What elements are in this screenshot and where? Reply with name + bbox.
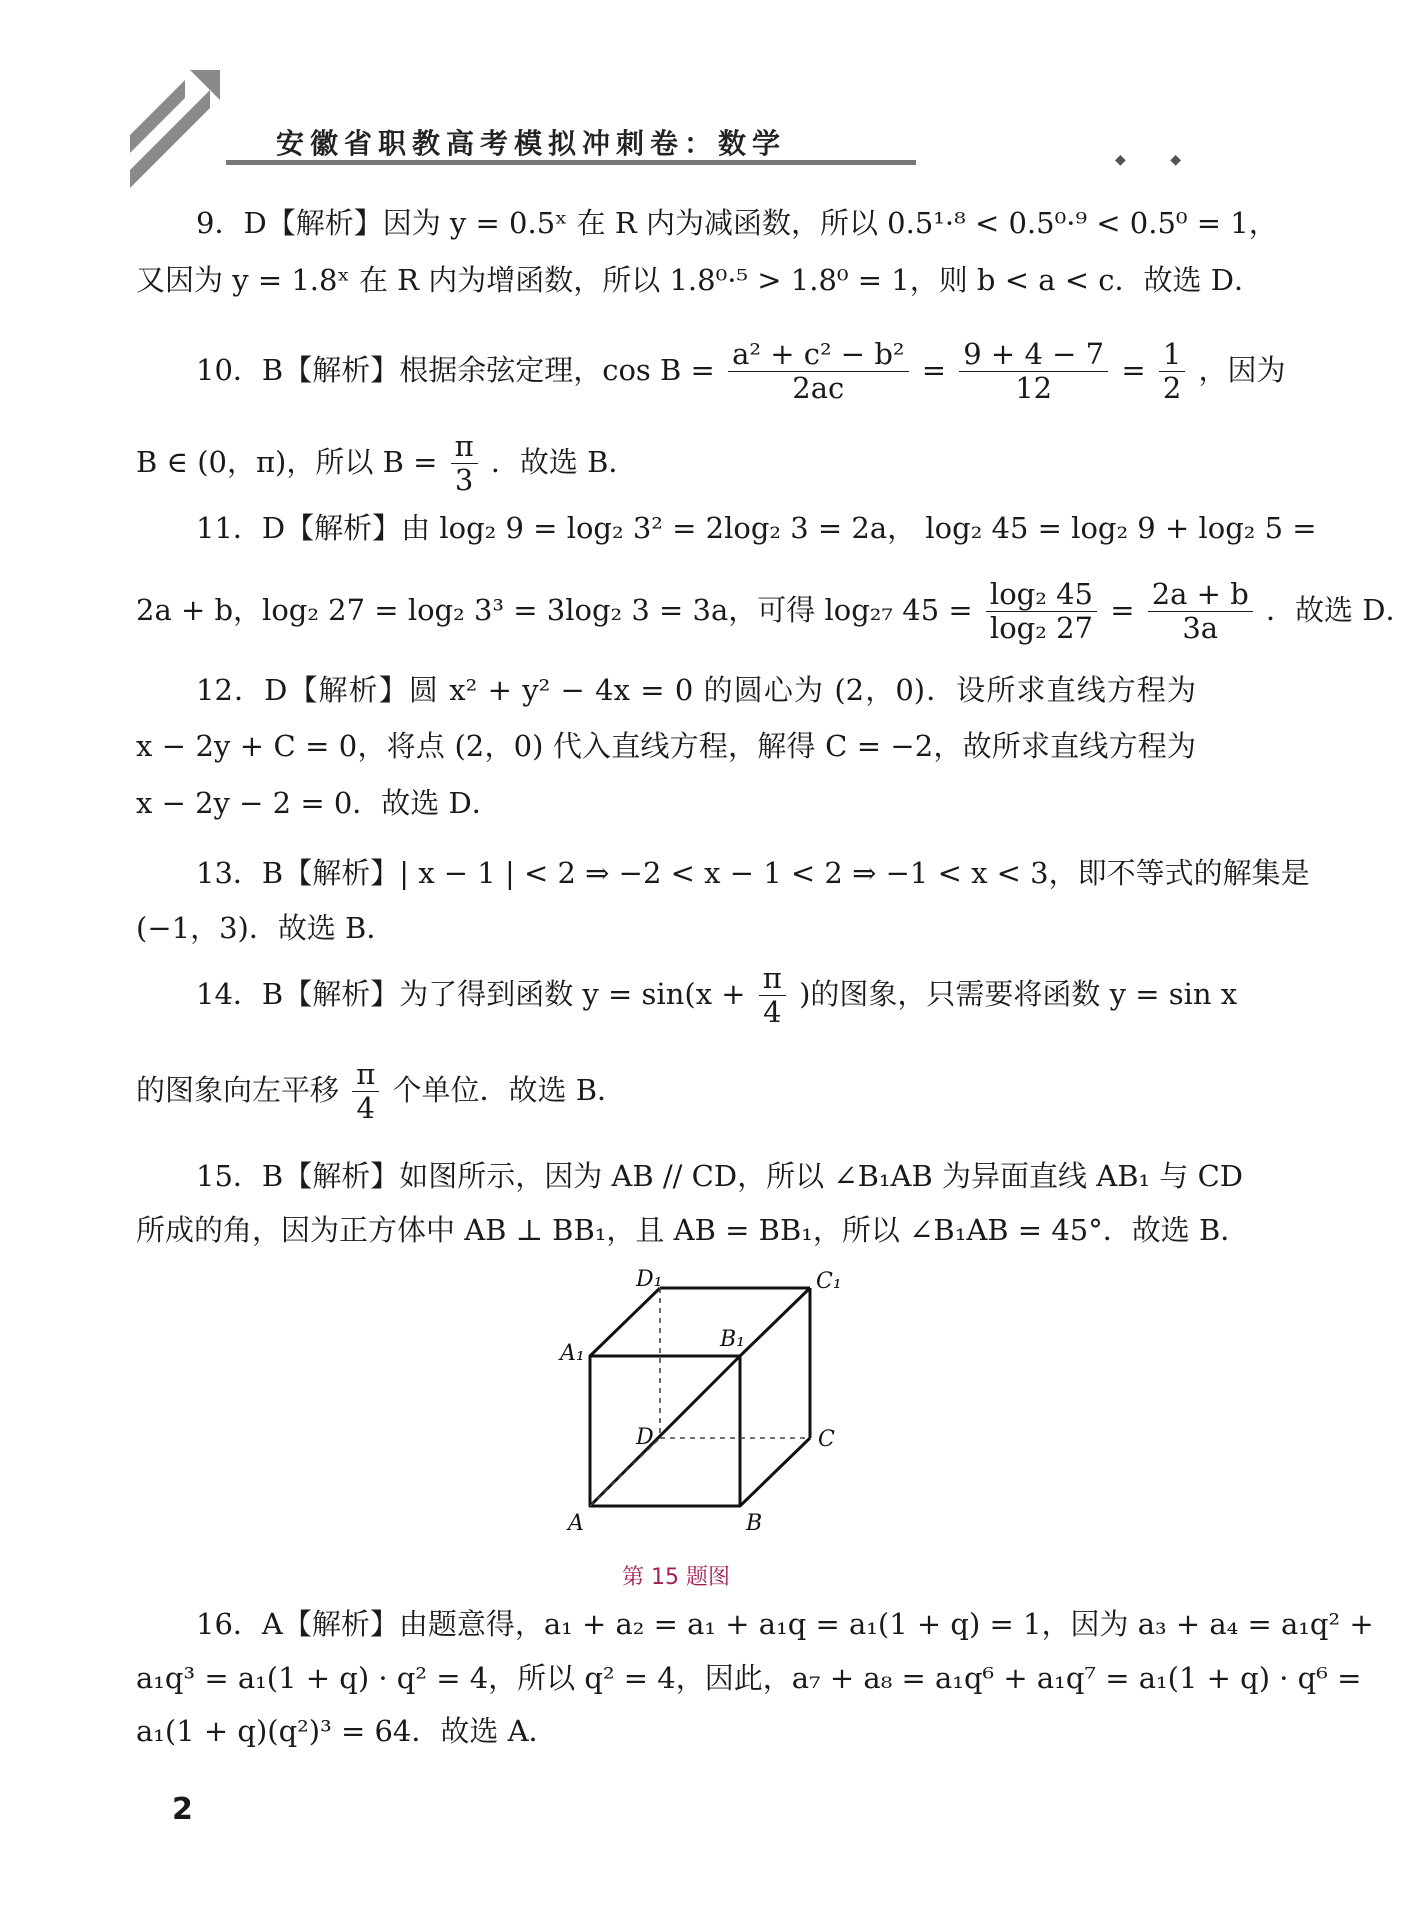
q10-line-2: B ∈ (0，π)，所以 B = $\frac{\pi}{3}$ ．故选 B．: [136, 429, 638, 498]
q11-line-1: 11．D【解析】由 log₂ 9 = log₂ 3² = 2log₂ 3 = 2a， log₂ 45 = log₂ 9 + log₂ 5 =: [196, 511, 1317, 545]
q13-line-1: 13．B【解析】| x − 1 | < 2 ⇒ −2 < x − 1 < 2 ⇒ −1 < x < 3，即不等式的解集是: [196, 856, 1310, 890]
q16-line-2: a₁q³ = a₁(1 + q) · q² = 4，所以 q² = 4，因此，a₇ + a₈ = a₁q⁶ + a₁q⁷ = a₁(1 + q) · q⁶ =: [136, 1661, 1362, 1695]
figure-caption: 第 15 题图: [622, 1565, 730, 1590]
label-a1: A₁: [560, 1341, 585, 1366]
header-logo-icon: [130, 60, 240, 190]
q10-fraction-1: $\frac{\text{a² + c² − b²}}{2ac}$: [728, 338, 908, 406]
q15-line-1: 15．B【解析】如图所示，因为 AB // CD，所以 ∠B₁AB 为异面直线 AB₁ 与 CD: [196, 1159, 1244, 1193]
q10-lead: 10．B【解析】根据余弦定理，cos B =: [196, 352, 715, 387]
q10-line-1: 10．B【解析】根据余弦定理，cos B = $\frac{\text{a² + c² − b²}}{2ac}$ = $\frac{9 + 4 - 7}{12}$ = $\frac{1}{2}$ ，因为: [196, 337, 1286, 406]
q11-fraction-2: $\frac{2a + b}{3a}$: [1148, 578, 1253, 646]
q14-fraction-2: $\frac{\pi}{4}$: [352, 1058, 379, 1126]
q16-line-1: 16．A【解析】由题意得，a₁ + a₂ = a₁ + a₁q = a₁(1 + q) = 1，因为 a₃ + a₄ = a₁q² +: [196, 1607, 1374, 1641]
label-c1: C₁: [816, 1269, 842, 1294]
q10-fraction-2: $\frac{9 + 4 - 7}{12}$: [959, 338, 1108, 406]
q16-line-3: a₁(1 + q)(q²)³ = 64．故选 A．: [136, 1714, 558, 1748]
q9-line-2: 又因为 y = 1.8ˣ 在 R 内为增函数，所以 1.8⁰·⁵ > 1.8⁰ = 1，则 b < a < c．故选 D．: [136, 263, 1263, 297]
q14-fraction-1: $\frac{\pi}{4}$: [759, 962, 786, 1030]
q11-fraction-1: $\frac{\text{log₂ 45}}{\text{log₂ 27}}$: [986, 578, 1097, 646]
q13-line-2: (−1，3)．故选 B．: [136, 911, 396, 945]
q15-line-2: 所成的角，因为正方体中 AB ⊥ BB₁，且 AB = BB₁，所以 ∠B₁AB = 45°．故选 B．: [136, 1213, 1250, 1247]
q9-line-1: 9．D【解析】因为 y = 0.5ˣ 在 R 内为减函数，所以 0.5¹·⁸ < 0.5⁰·⁹ < 0.5⁰ = 1，: [196, 206, 1278, 240]
q14-line-2: 的图象向左平移 $\frac{\pi}{4}$ 个单位．故选 B．: [136, 1057, 627, 1126]
page-number: 2: [172, 1792, 193, 1827]
q10-tail: ，因为: [1198, 352, 1286, 387]
cube-figure: [550, 1268, 850, 1558]
header-diamonds: ◆ ◆: [1115, 152, 1201, 168]
q10-fraction-3: $\frac{1}{2}$: [1159, 338, 1185, 406]
label-b1: B₁: [720, 1327, 745, 1352]
label-b: B: [746, 1511, 763, 1536]
label-c: C: [818, 1427, 835, 1452]
q12-line-2: x − 2y + C = 0，将点 (2，0) 代入直线方程，解得 C = −2，故所求直线方程为: [136, 729, 1196, 763]
q12-line-1: 12．D【解析】圆 x² + y² − 4x = 0 的圆心为 (2，0)．设所求直线方程为: [196, 673, 1196, 707]
q10-fraction-4: $\frac{\pi}{3}$: [451, 430, 478, 498]
q14-line-1: 14．B【解析】为了得到函数 y = sin(x + $\frac{\pi}{4}$ )的图象，只需要将函数 y = sin x: [196, 961, 1238, 1030]
label-d1: D₁: [636, 1267, 663, 1292]
q11-line-2: 2a + b，log₂ 27 = log₂ 3³ = 3log₂ 3 = 3a，可得 log₂₇ 45 = $\frac{\text{log₂ 45}}{\text{log₂ 27}}$ = $\frac{2a + b}{3a}$ ．故选 D．: [136, 577, 1414, 646]
header-title: 安徽省职教高考模拟冲刺卷：数学: [276, 127, 787, 160]
header-rule: [226, 160, 916, 165]
label-a: A: [568, 1511, 584, 1536]
label-d: D: [636, 1425, 654, 1450]
q12-line-3: x − 2y − 2 = 0．故选 D．: [136, 786, 501, 820]
